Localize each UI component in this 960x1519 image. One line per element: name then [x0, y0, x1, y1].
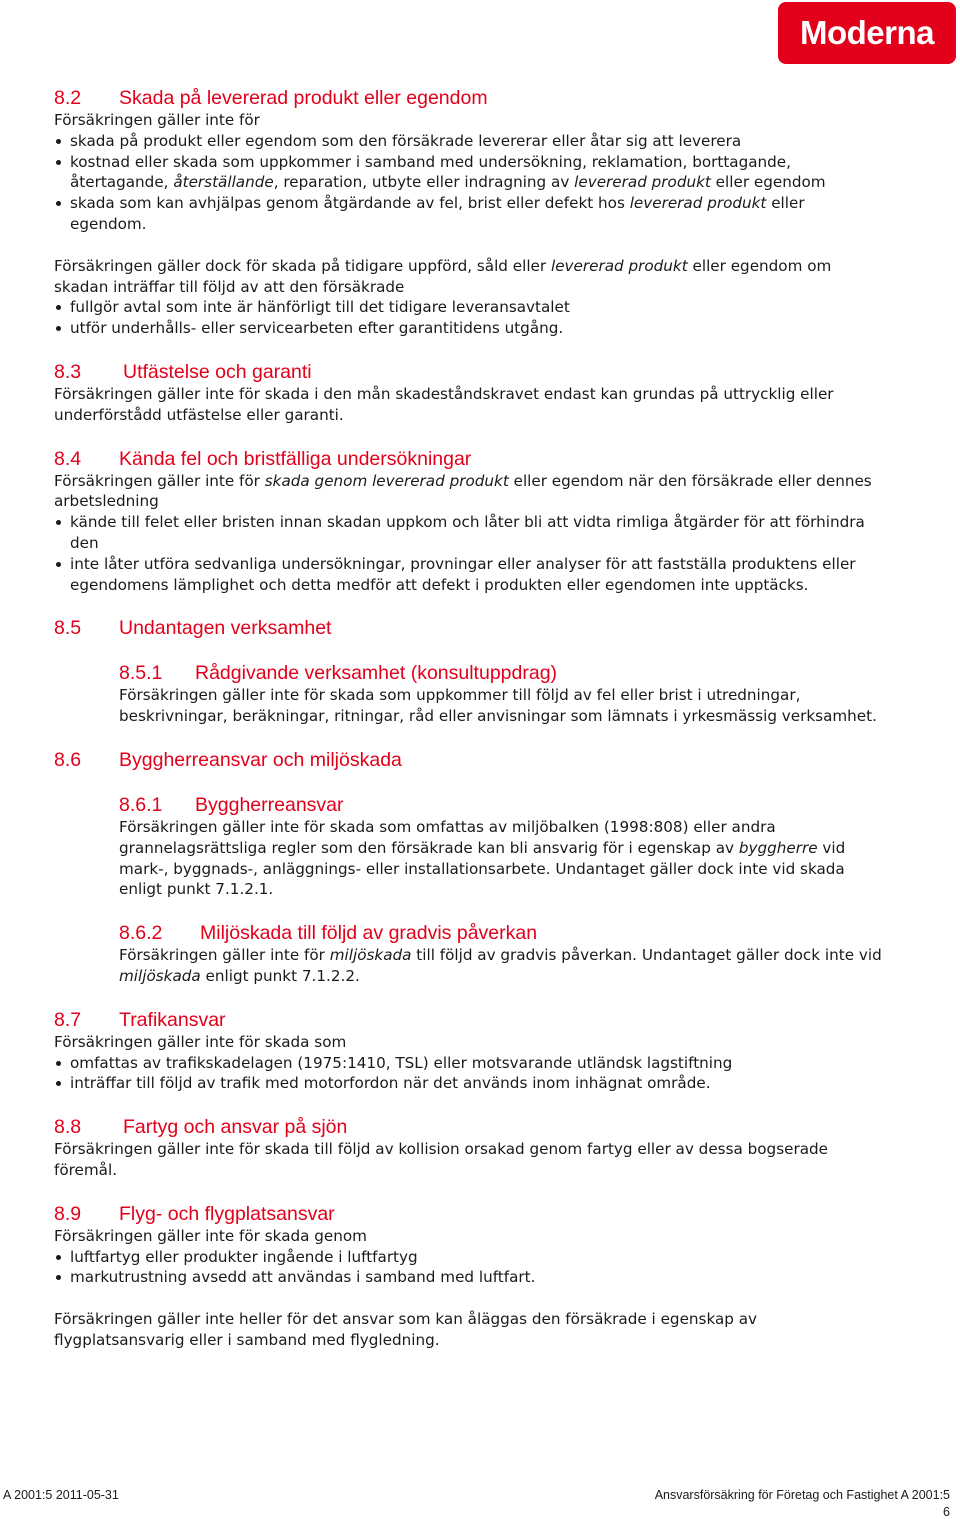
section-8-9-list — [54, 1247, 884, 1289]
section-8-6-1-text: Försäkringen gäller inte för skada som omfattas av miljöbalken (1998:808) eller andra grannelagsrättsliga regler som den försäkrade kan bli ansvarig för i egenskap av byggherre vid mark-, byggnads-, anläggnings- eller installationsarbete. Undantaget gäller dock inte vid skada enligt punkt 7.1.2.1. — [119, 817, 846, 899]
section-heading-8-6: 8.6 Byggherreansvar och miljöskada — [54, 748, 402, 771]
section-heading-8-6-2: 8.6.2 Miljöskada till följd av gradvis påverkan — [119, 922, 538, 945]
section-8-4-list — [54, 512, 884, 595]
section-heading-8-5-1: 8.5.1 Rådgivande verksamhet (konsultuppdrag) — [119, 662, 558, 685]
list-item: markutrustning avsedd att användas i samband med luftfart. — [54, 1267, 884, 1288]
list-item: utför underhålls- eller servicearbeten efter garantitidens utgång. — [54, 318, 884, 339]
section-8-2-list — [54, 131, 884, 235]
list-item: skada på produkt eller egendom som den försäkrade levererar eller åtar sig att leverera — [54, 131, 884, 152]
section-heading-8-6-1: 8.6.1 Byggherreansvar — [119, 793, 344, 816]
section-heading-8-2: 8.2 Skada på levererad produkt eller egendom — [54, 87, 488, 109]
section-8-9-paragraph: Försäkringen gäller inte heller för det ansvar som kan åläggas den försäkrade i egenskap av flygplatsansvarig eller i samband med flygledning. — [54, 1310, 758, 1349]
section-heading-8-4: 8.4 Kända fel och bristfälliga undersökningar — [54, 447, 472, 470]
section-8-6-2-text: Försäkringen gäller inte för miljöskada till följd av gradvis påverkan. Undantaget gäller dock inte vid miljöskada enligt punkt 7.1.2.2. — [119, 946, 882, 985]
section-8-7-list — [54, 1053, 884, 1095]
section-8-9-intro: Försäkringen gäller inte för skada genom — [54, 1226, 367, 1245]
page-number: 6 — [943, 1505, 950, 1519]
moderna-logo: Moderna — [778, 2, 956, 64]
section-8-8-text: Försäkringen gäller inte för skada till följd av kollision orsakad genom fartyg eller av dessa bogserade föremål. — [54, 1140, 828, 1179]
document-body — [54, 86, 884, 1351]
list-item: inträffar till följd av trafik med motorfordon när det används inom inhägnat område. — [54, 1073, 884, 1094]
section-8-2-list-2 — [54, 297, 884, 339]
footer-document-id: A 2001:5 2011-05-31 — [3, 1488, 119, 1502]
section-heading-8-5: 8.5 Undantagen verksamhet — [54, 617, 332, 640]
list-item: skada som kan avhjälpas genom åtgärdande av fel, brist eller defekt hos levererad produkt eller egendom. — [54, 193, 884, 235]
section-8-7-intro: Försäkringen gäller inte för skada som — [54, 1032, 347, 1051]
section-8-2-intro: Försäkringen gäller inte för — [54, 111, 260, 129]
list-item: omfattas av trafikskadelagen (1975:1410, TSL) eller motsvarande utländsk lagstiftning — [54, 1053, 884, 1074]
section-8-5-1-text: Försäkringen gäller inte för skada som uppkommer till följd av fel eller brist i utredningar, beskrivningar, beräkningar, ritningar, råd eller anvisningar som lämnats i yrkesmässig verksamhet. — [119, 686, 877, 726]
list-item: kände till felet eller bristen innan skadan uppkom och låter bli att vidta rimliga åtgärder för att förhindra den — [54, 512, 884, 554]
footer-document-title: Ansvarsförsäkring för Företag och Fastighet A 2001:5 — [654, 1488, 950, 1502]
section-heading-8-3: 8.3 Utfästelse och garanti — [54, 360, 312, 383]
section-heading-8-7: 8.7 Trafikansvar — [54, 1008, 226, 1031]
section-heading-8-8: 8.8 Fartyg och ansvar på sjön — [54, 1116, 348, 1139]
section-8-2-paragraph: Försäkringen gäller dock för skada på tidigare uppförd, såld eller levererad produkt eller egendom om skadan inträffar till följd av att den försäkrade — [54, 256, 832, 296]
list-item: kostnad eller skada som uppkommer i samband med undersökning, reklamation, borttagande, återtagande, återställande, reparation, utbyte eller indragning av levererad produkt eller egendom — [54, 152, 884, 194]
section-heading-8-9: 8.9 Flyg- och flygplatsansvar — [54, 1202, 335, 1225]
list-item: luftfartyg eller produkter ingående i luftfartyg — [54, 1247, 884, 1268]
list-item: fullgör avtal som inte är hänförligt till det tidigare leveransavtalet — [54, 297, 884, 318]
section-8-3-text: Försäkringen gäller inte för skada i den mån skadeståndskravet endast kan grundas på uttrycklig eller underförstådd utfästelse eller garanti. — [54, 384, 834, 424]
section-8-4-intro: Försäkringen gäller inte för skada genom levererad produkt eller egendom när den försäkrade eller dennes arbetsledning — [54, 471, 872, 511]
list-item: inte låter utföra sedvanliga undersökningar, provningar eller analyser för att fastställa produktens eller egendomens lämplighet och detta medför att defekt i produkten eller egendomen inte upptäcks. — [54, 554, 884, 596]
